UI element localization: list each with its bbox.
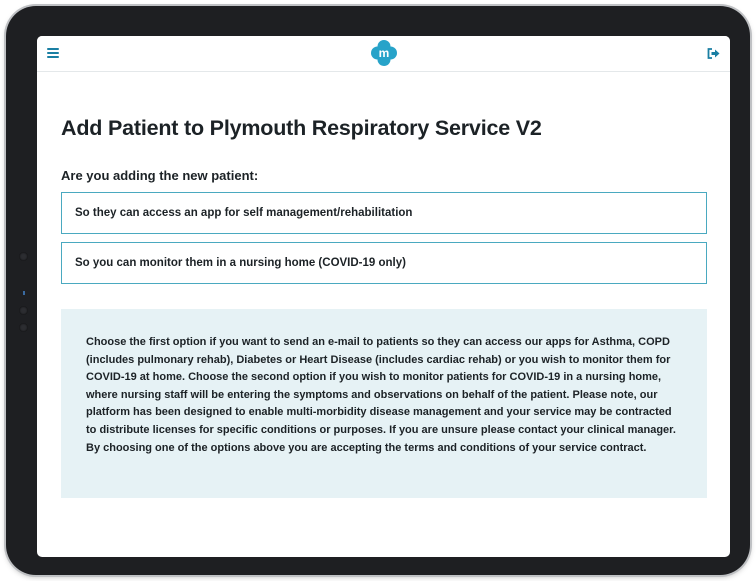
device-indicator (23, 291, 25, 295)
main-content (61, 115, 707, 498)
device-button (19, 252, 28, 261)
question-label: Are you adding the new patient: (61, 168, 259, 183)
option-label: So they can access an app for self management/rehabilitation (75, 207, 413, 219)
info-panel (61, 309, 707, 498)
top-navigation-bar (37, 36, 730, 72)
page-title: Add Patient to Plymouth Respiratory Service V2 (61, 116, 542, 140)
option-nursing-home[interactable] (61, 242, 707, 284)
device-button (19, 323, 28, 332)
info-text: Choose the first option if you want to send an e-mail to patients so they can access our apps for Asthma, COPD (includes pulmonary rehab), Diabetes or Heart Disease (includes cardiac rehab) or you wish to monitor them for COVID-19 at home. Choose the second option if you wish to monitor patients for COVID-19 in a nursing home, where nursing staff will be entering the symptoms and observations on behalf of the patient. Please note, our platform has been designed to enable multi-morbidity disease management and your service may be contracted to distribute licenses for specific conditions or purposes. If you are unsure please contact your clinical manager. By choosing one of the options above you are accepting the terms and conditions of your service contract. (86, 336, 676, 454)
hamburger-menu-icon[interactable] (47, 48, 59, 58)
logo-letter: m (378, 46, 390, 60)
sign-out-icon[interactable] (707, 48, 720, 59)
option-self-management[interactable] (61, 192, 707, 234)
tablet-frame (6, 6, 750, 575)
app-screen (37, 36, 730, 557)
device-button (19, 306, 28, 315)
option-label: So you can monitor them in a nursing home (COVID-19 only) (75, 257, 406, 269)
app-logo[interactable] (370, 39, 398, 67)
